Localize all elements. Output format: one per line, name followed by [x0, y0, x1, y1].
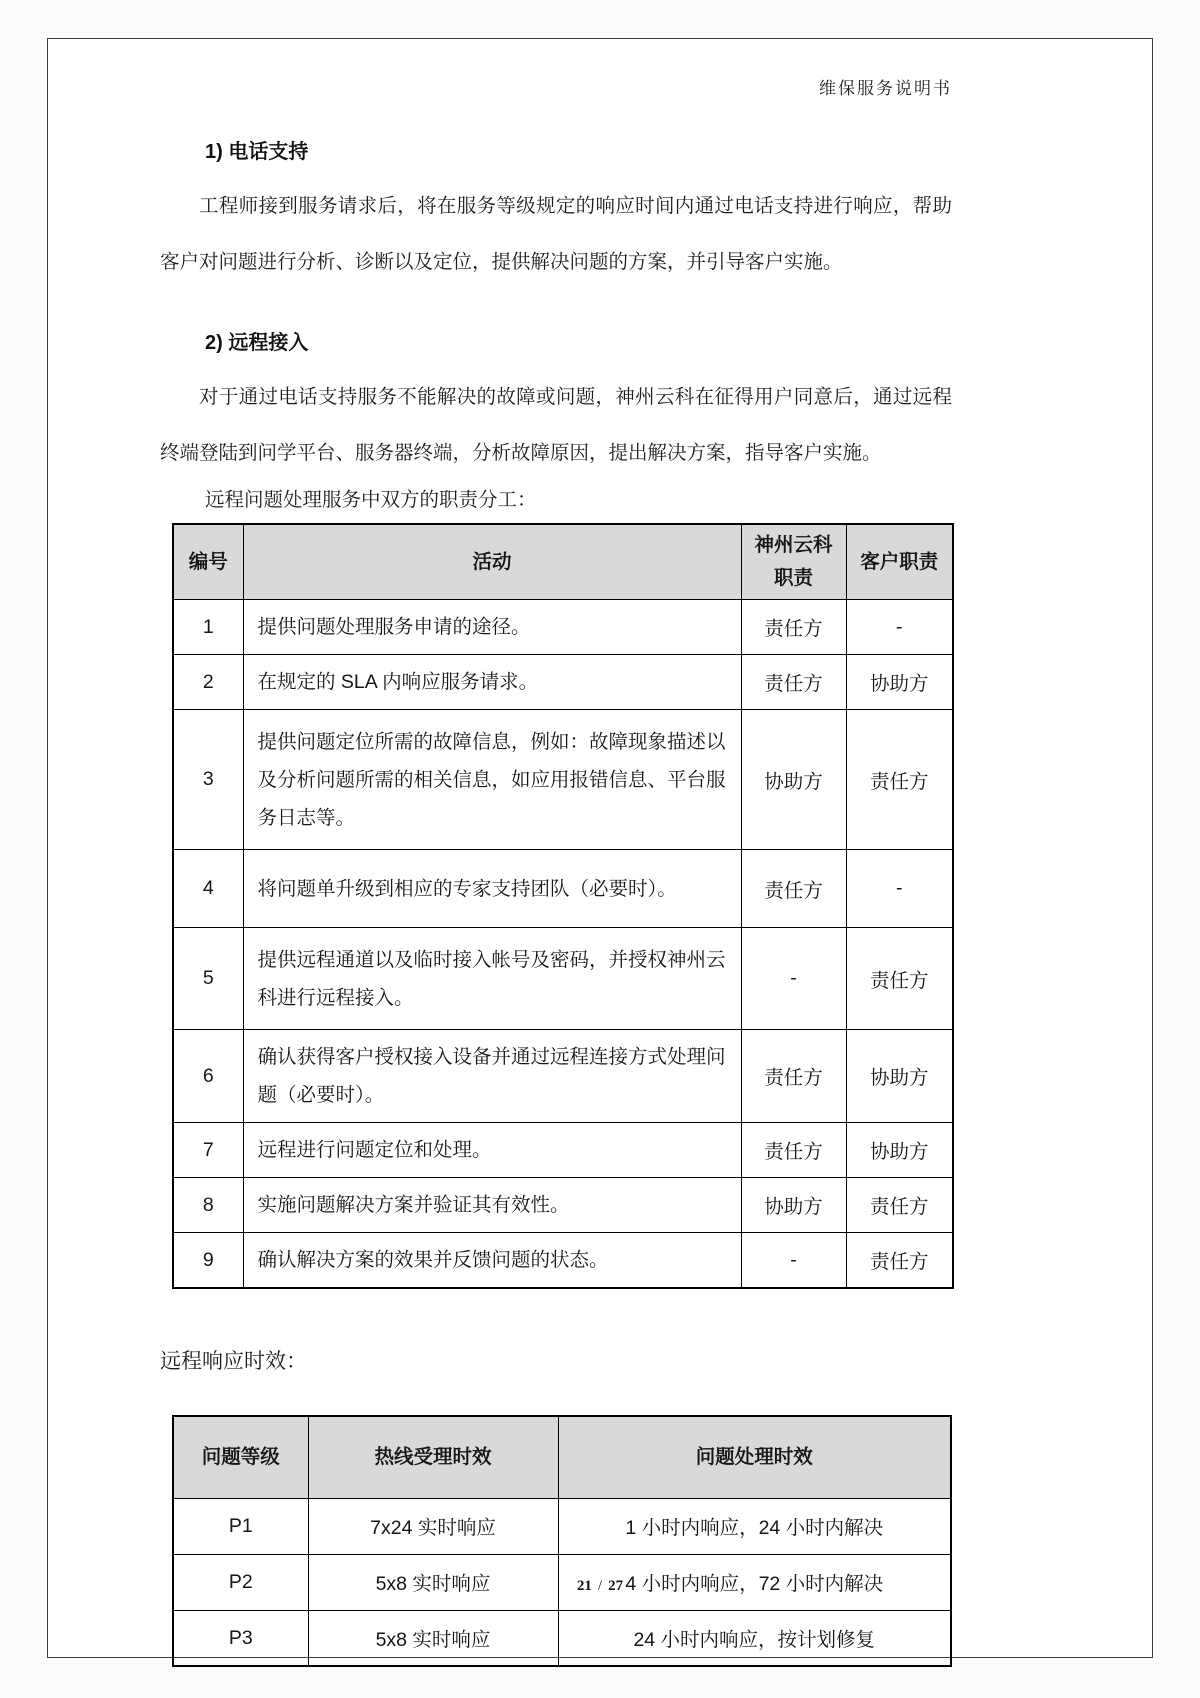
- table-cell: P3: [173, 1610, 308, 1666]
- table-cell: 在规定的 SLA 内响应服务请求。: [243, 655, 741, 710]
- table-cell: 实施问题解决方案并验证其有效性。: [243, 1178, 741, 1233]
- table-row: [173, 1123, 953, 1178]
- table-cell: 责任方: [846, 710, 953, 850]
- table-cell: 7: [173, 1123, 243, 1178]
- table-cell: 协助方: [846, 1123, 953, 1178]
- table-row: [173, 710, 953, 850]
- table-cell: 责任方: [846, 928, 953, 1030]
- page-number-separator: /: [597, 1578, 603, 1594]
- table-row: [173, 1498, 951, 1554]
- paragraph-remote-access: 对于通过电话支持服务不能解决的故障或问题，神州云科在征得用户同意后，通过远程终端登陆到问学平台、服务器终端，分析故障原因，提出解决方案，指导客户实施。: [160, 386, 952, 464]
- table-cell: 责任方: [741, 1030, 846, 1123]
- responsibility-table-intro: 远程问题处理服务中双方的职责分工：: [205, 489, 537, 511]
- table-cell: P2: [173, 1554, 308, 1610]
- column-header-hotline-response: 热线受理时效: [308, 1416, 558, 1498]
- table-cell: 确认解决方案的效果并反馈问题的状态。: [243, 1233, 741, 1289]
- table-row: [173, 1233, 953, 1289]
- table-cell: 3: [173, 710, 243, 850]
- table-cell: 责任方: [846, 1233, 953, 1289]
- column-header-problem-level: 问题等级: [173, 1416, 308, 1498]
- table-cell: 提供问题处理服务申请的途径。: [243, 600, 741, 655]
- response-time-table-header: [173, 1416, 951, 1498]
- table-row: [173, 1030, 953, 1123]
- table-row: [173, 655, 953, 710]
- table-cell: 确认获得客户授权接入设备并通过远程连接方式处理问题（必要时）。: [243, 1030, 741, 1123]
- responsibility-table: [172, 523, 954, 1289]
- table-cell: 提供远程通道以及临时接入帐号及密码，并授权神州云科进行远程接入。: [243, 928, 741, 1030]
- table-cell: 7x24 实时响应: [308, 1498, 558, 1554]
- table-cell: 责任方: [741, 655, 846, 710]
- column-header-vendor-role: 神州云科职责: [741, 524, 846, 600]
- column-header-problem-handling: 问题处理时效: [558, 1416, 951, 1498]
- table-cell: 6: [173, 1030, 243, 1123]
- table-cell: 5x8 实时响应: [308, 1554, 558, 1610]
- page-footer: [0, 1578, 1200, 1595]
- table-cell: P1: [173, 1498, 308, 1554]
- table-cell: 远程进行问题定位和处理。: [243, 1123, 741, 1178]
- responsibility-table-body: [173, 600, 953, 1289]
- table-row: [173, 928, 953, 1030]
- table-cell: 责任方: [741, 600, 846, 655]
- table-cell: 1: [173, 600, 243, 655]
- responsibility-table-header: [173, 524, 953, 600]
- page-number-total: 27: [608, 1578, 624, 1594]
- table-cell: 5: [173, 928, 243, 1030]
- table-cell: 24 小时内响应，按计划修复: [558, 1610, 951, 1666]
- table-cell: 4 小时内响应，72 小时内解决: [558, 1554, 951, 1610]
- table-cell: 协助方: [846, 1030, 953, 1123]
- document-header-title: 维保服务说明书: [819, 79, 952, 98]
- table-cell: -: [846, 850, 953, 928]
- table-cell: 责任方: [741, 1123, 846, 1178]
- table-header-row: [173, 1416, 951, 1498]
- column-header-number: 编号: [173, 524, 243, 600]
- table-row: [173, 1178, 953, 1233]
- section-heading-phone-support: 1) 电话支持: [205, 141, 309, 163]
- response-time-heading: 远程响应时效：: [160, 1350, 307, 1374]
- table-row: [173, 850, 953, 928]
- table-cell: 协助方: [741, 1178, 846, 1233]
- table-cell: -: [741, 928, 846, 1030]
- column-header-activity: 活动: [243, 524, 741, 600]
- page-number-current: 21: [576, 1578, 592, 1594]
- section-heading-remote-access: 2) 远程接入: [205, 332, 309, 354]
- response-time-table: [172, 1415, 952, 1667]
- table-cell: 2: [173, 655, 243, 710]
- column-header-customer-role: 客户职责: [846, 524, 953, 600]
- table-cell: 1 小时内响应，24 小时内解决: [558, 1498, 951, 1554]
- table-cell: 协助方: [741, 710, 846, 850]
- table-cell: 4: [173, 850, 243, 928]
- table-cell: 责任方: [846, 1178, 953, 1233]
- table-cell: -: [846, 600, 953, 655]
- document-content: [160, 0, 952, 1667]
- table-cell: 5x8 实时响应: [308, 1610, 558, 1666]
- table-cell: 将问题单升级到相应的专家支持团队（必要时）。: [243, 850, 741, 928]
- table-cell: 责任方: [741, 850, 846, 928]
- paragraph-phone-support: 工程师接到服务请求后，将在服务等级规定的响应时间内通过电话支持进行响应，帮助客户对问题进行分析、诊断以及定位，提供解决问题的方案，并引导客户实施。: [160, 195, 952, 273]
- table-cell: 9: [173, 1233, 243, 1289]
- table-header-row: [173, 524, 953, 600]
- table-cell: 8: [173, 1178, 243, 1233]
- table-row: [173, 600, 953, 655]
- table-cell: 提供问题定位所需的故障信息，例如：故障现象描述以及分析问题所需的相关信息，如应用报错信息、平台服务日志等。: [243, 710, 741, 850]
- table-cell: -: [741, 1233, 846, 1289]
- table-cell: 协助方: [846, 655, 953, 710]
- table-row: [173, 1610, 951, 1666]
